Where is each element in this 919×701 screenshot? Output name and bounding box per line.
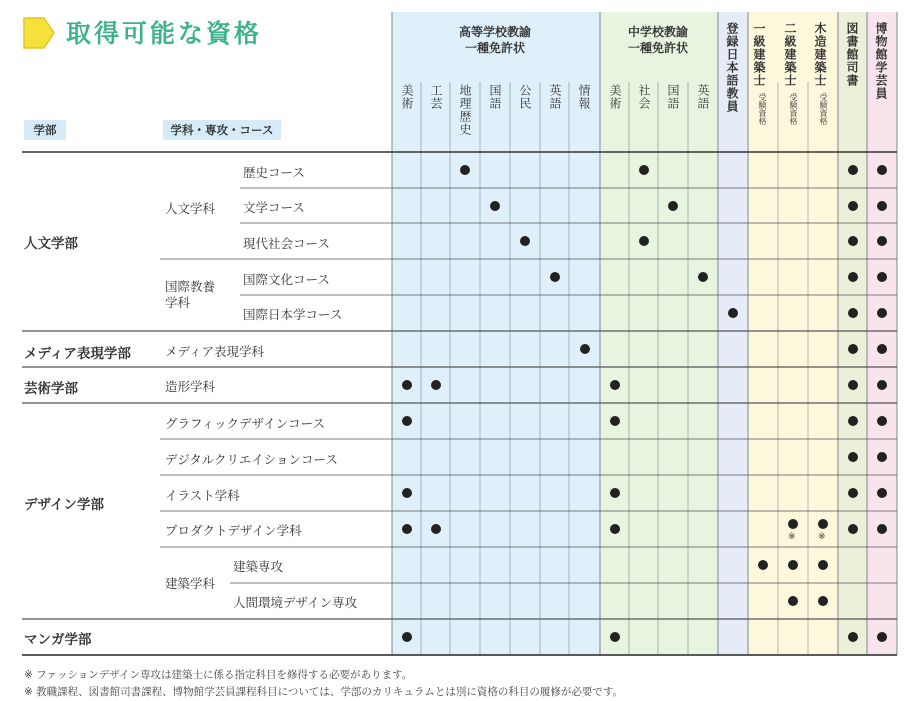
qualification-mark bbox=[877, 380, 887, 390]
footnote: ※ 教職課程、図書館司書課程、博物館学芸員課程科目については、学部のカリキュラムとは別に資格の科目の履修が必要です。 bbox=[24, 686, 623, 698]
subject-header: 国語 bbox=[488, 84, 502, 110]
qualification-mark bbox=[848, 524, 858, 534]
qualification-mark bbox=[639, 165, 649, 175]
qualification-mark bbox=[788, 596, 798, 606]
dept-header: 学科・専攻・コース bbox=[163, 120, 281, 140]
qualification-mark bbox=[402, 524, 412, 534]
arch2-header: 二級建築士 受験資格 bbox=[783, 22, 798, 125]
qualification-mark bbox=[402, 380, 412, 390]
page-title: 取得可能な資格 bbox=[66, 19, 263, 48]
faculty-label: デザイン学部 bbox=[24, 497, 105, 513]
note-mark: ※ bbox=[788, 532, 796, 542]
qualification-mark bbox=[610, 524, 620, 534]
qualification-mark bbox=[877, 165, 887, 175]
subject-header: 英語 bbox=[696, 84, 710, 110]
subject-header: 地理歴史 bbox=[458, 84, 472, 136]
qualification-mark bbox=[848, 344, 858, 354]
subject-header: 情報 bbox=[577, 84, 591, 110]
qualification-mark bbox=[818, 560, 828, 570]
qualification-mark bbox=[877, 308, 887, 318]
qualification-mark bbox=[610, 632, 620, 642]
qualification-mark bbox=[818, 519, 828, 529]
qualification-mark bbox=[877, 524, 887, 534]
qualification-mark bbox=[550, 272, 560, 282]
qualification-mark bbox=[788, 519, 798, 529]
course-label: 国際日本学コース bbox=[243, 307, 343, 322]
course-label: 国際文化コース bbox=[243, 272, 330, 287]
qualification-mark bbox=[877, 272, 887, 282]
subject-header: 美術 bbox=[400, 84, 414, 110]
course-label: 歴史コース bbox=[243, 165, 305, 180]
qualification-mark bbox=[848, 272, 858, 282]
faculty-label: マンガ学部 bbox=[24, 632, 92, 648]
qualification-mark bbox=[402, 416, 412, 426]
course-label: グラフィックデザインコース bbox=[165, 416, 326, 431]
qualification-mark bbox=[402, 488, 412, 498]
subject-header: 美術 bbox=[608, 84, 622, 110]
course-label: イラスト学科 bbox=[165, 488, 240, 503]
dept-label: 建築学科 bbox=[165, 576, 216, 591]
qualification-mark bbox=[610, 380, 620, 390]
qualification-mark bbox=[848, 236, 858, 246]
qualification-mark bbox=[818, 596, 828, 606]
column-band bbox=[838, 12, 867, 655]
qualification-mark bbox=[877, 632, 887, 642]
qualification-mark bbox=[877, 201, 887, 211]
library-header: 図書館司書 bbox=[845, 22, 859, 87]
course-label: 文学コース bbox=[243, 200, 305, 215]
qualification-mark bbox=[580, 344, 590, 354]
qualification-mark bbox=[431, 524, 441, 534]
dept-label: 国際教養学科 bbox=[165, 279, 216, 310]
qualification-mark bbox=[698, 272, 708, 282]
qualification-mark bbox=[668, 201, 678, 211]
faculty-label: メディア表現学部 bbox=[24, 346, 131, 362]
qualification-mark bbox=[848, 488, 858, 498]
subject-header: 公民 bbox=[518, 84, 532, 110]
footnote: ※ ファッションデザイン専攻は建築士に係る指定科目を修得する必要があります。 bbox=[24, 669, 413, 681]
qualification-mark bbox=[402, 632, 412, 642]
subject-header: 社会 bbox=[637, 84, 651, 110]
column-band bbox=[867, 12, 897, 655]
qualification-mark bbox=[848, 452, 858, 462]
course-label: 造形学科 bbox=[165, 379, 216, 394]
qualification-mark bbox=[728, 308, 738, 318]
qualification-mark bbox=[610, 416, 620, 426]
subject-header: 英語 bbox=[548, 84, 562, 110]
ms-group-header: 中学校教諭 一種免許状 bbox=[627, 25, 688, 55]
qualification-mark bbox=[758, 560, 768, 570]
qualification-mark bbox=[877, 236, 887, 246]
course-label: プロダクトデザイン学科 bbox=[165, 523, 302, 538]
qualification-mark bbox=[520, 236, 530, 246]
qualification-mark bbox=[490, 201, 500, 211]
faculty-label: 人文学部 bbox=[24, 236, 78, 252]
qualification-mark bbox=[639, 236, 649, 246]
qualification-mark bbox=[788, 560, 798, 570]
qualification-mark bbox=[848, 201, 858, 211]
qualification-mark bbox=[610, 488, 620, 498]
subject-header: 工芸 bbox=[429, 84, 443, 110]
qualification-mark bbox=[877, 488, 887, 498]
course-label: メディア表現学科 bbox=[165, 344, 265, 359]
dept-label: 人文学科 bbox=[165, 201, 216, 216]
subject-header: 国語 bbox=[666, 84, 680, 110]
qualification-mark bbox=[460, 165, 470, 175]
course-label: 人間環境デザイン専攻 bbox=[233, 595, 358, 610]
arch1-header: 一級建築士 受験資格 bbox=[752, 22, 767, 125]
qualification-mark bbox=[877, 344, 887, 354]
museum-header: 博物館学芸員 bbox=[874, 22, 888, 100]
course-label: 現代社会コース bbox=[243, 236, 330, 251]
qualification-mark bbox=[848, 416, 858, 426]
course-label: 建築専攻 bbox=[233, 559, 284, 574]
qualification-mark bbox=[877, 452, 887, 462]
qualification-mark bbox=[877, 416, 887, 426]
qualification-mark bbox=[848, 380, 858, 390]
course-label: デジタルクリエイションコース bbox=[165, 452, 338, 467]
faculty-label: 芸術学部 bbox=[24, 381, 78, 397]
qualification-mark bbox=[848, 632, 858, 642]
arch3-header: 木造建築士 受験資格 bbox=[813, 22, 828, 125]
hs-group-header: 高等学校教諭 一種免許状 bbox=[458, 25, 531, 55]
qualification-mark bbox=[431, 380, 441, 390]
qualification-mark bbox=[848, 165, 858, 175]
faculty-header: 学部 bbox=[24, 120, 66, 140]
note-mark: ※ bbox=[818, 532, 826, 542]
qualification-mark bbox=[848, 308, 858, 318]
jp-teacher-header: 登録日本語教員 bbox=[725, 22, 739, 113]
